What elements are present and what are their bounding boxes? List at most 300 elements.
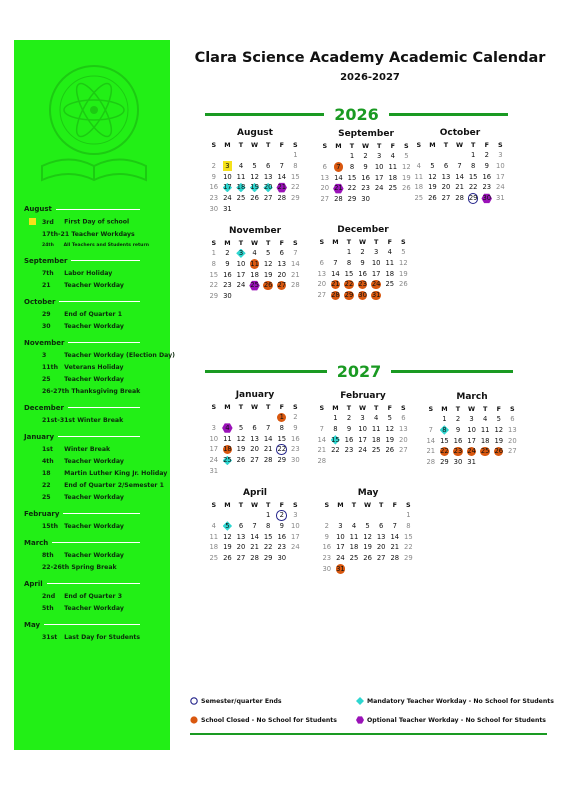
weekday-label: F [279, 239, 284, 247]
day-cell: 27 [275, 280, 289, 291]
day-cell: 25 [385, 280, 395, 289]
day-cell: 19 [494, 436, 504, 445]
day-cell: 11 [236, 172, 246, 181]
day-cell: 21 [250, 543, 259, 552]
month-name: September [338, 129, 394, 139]
event-date: 3 [42, 351, 47, 359]
weekday-label: S [324, 501, 330, 509]
first-day-marker-icon [29, 218, 36, 225]
weekday-label: T [351, 501, 357, 509]
legend-label: Mandatory Teacher Workday - No School for Students [367, 697, 554, 705]
day-cell: 1 [349, 152, 355, 160]
event-date: 5th [42, 604, 54, 612]
day-cell: 29 [347, 195, 357, 204]
day-cell: 24 [465, 446, 479, 457]
event-date: 25 [42, 375, 51, 383]
day-cell: 22 [438, 446, 452, 457]
weekday-label: W [359, 238, 367, 246]
day-cell: 14 [390, 532, 400, 541]
day-cell: 19 [248, 182, 262, 193]
day-cell: 23 [356, 279, 370, 290]
day-cell: 12 [263, 259, 273, 268]
day-cell: 29 [209, 292, 219, 301]
day-cell: 23 [361, 184, 370, 193]
legend-closed [190, 716, 337, 724]
day-cell: 20 [236, 543, 246, 552]
event-date: 8th [42, 551, 54, 559]
day-cell: 17 [221, 182, 235, 193]
day-cell: 6 [252, 423, 257, 432]
day-cell: 4 [252, 249, 257, 257]
weekday-label: M [441, 405, 448, 413]
month-name: January [235, 390, 275, 400]
legend-label: Semester/quarter Ends [201, 697, 282, 705]
day-cell: 20 [441, 183, 451, 192]
event-date: 24th [42, 242, 54, 248]
sidebar-event [24, 376, 170, 383]
day-grid [207, 150, 303, 215]
day-cell: 2 [324, 521, 329, 530]
weekday-label: S [293, 141, 298, 149]
day-cell: 4 [390, 152, 395, 160]
event-date: 21st-31st [42, 416, 76, 424]
day-cell: 29 [342, 290, 356, 301]
day-cell: 7 [279, 161, 284, 170]
day-cell: 26 [399, 280, 408, 289]
empty-cell [207, 510, 221, 521]
day-cell: 15 [404, 532, 413, 541]
event-date: 15th [42, 522, 58, 530]
day-cell: 19 [402, 173, 411, 182]
day-cell: 28 [334, 195, 343, 204]
day-cell: 20 [399, 435, 408, 444]
day-cell: 1 [266, 511, 271, 519]
day-cell: 31 [467, 458, 476, 467]
hexagon-icon [356, 716, 364, 724]
day-cell: 30 [453, 458, 463, 467]
legend-mandatory [356, 697, 554, 705]
empty-cell [318, 151, 332, 162]
day-cell: 6 [238, 521, 244, 530]
day-cell: 10 [358, 424, 367, 433]
day-cell: 9 [363, 162, 368, 171]
day-cell: 30 [480, 193, 494, 204]
day-cell: 20 [317, 280, 327, 289]
month-heading-label: February [24, 509, 60, 518]
day-cell: 18 [385, 269, 395, 278]
day-cell: 15 [291, 172, 300, 181]
event-text: Teacher Workday [64, 604, 124, 612]
day-cell: 25 [478, 446, 492, 457]
day-grid [320, 510, 416, 575]
day-cell: 9 [211, 172, 216, 181]
event-text: End of Quarter 1 [64, 310, 123, 318]
day-cell: 21 [426, 447, 436, 456]
day-cell: 18 [221, 444, 235, 455]
weekday-label: T [265, 239, 271, 247]
day-cell: 13 [508, 425, 517, 434]
day-grid [412, 150, 508, 204]
empty-cell [315, 413, 329, 424]
day-cell: 8 [293, 161, 298, 170]
day-cell: 28 [455, 194, 464, 203]
empty-cell [424, 414, 438, 425]
day-cell: 2 [360, 248, 365, 256]
day-cell: 23 [451, 446, 465, 457]
day-cell: 18 [250, 270, 259, 279]
event-date: 25 [42, 493, 51, 501]
sidebar-event [24, 523, 170, 530]
events-list [24, 196, 175, 641]
year-banner-2026 [205, 104, 508, 124]
weekday-label: S [319, 238, 325, 246]
sidebar-event [24, 446, 170, 453]
empty-cell [234, 510, 248, 521]
weekday-label: S [416, 141, 422, 149]
weekday-label: F [484, 141, 489, 149]
weekday-label: T [346, 404, 352, 412]
event-text: Labor Holiday [64, 269, 113, 277]
day-cell: 14 [291, 259, 300, 268]
day-cell: 25 [221, 455, 235, 466]
event-text: Teacher Workday [64, 322, 124, 330]
day-cell: 8 [346, 258, 352, 267]
day-cell: 5 [401, 248, 406, 256]
empty-cell [374, 510, 388, 521]
weekday-label: T [238, 403, 244, 411]
day-cell: 28 [250, 554, 259, 563]
day-cell: 23 [322, 554, 332, 563]
day-cell: 11 [385, 258, 395, 267]
sidebar-event [24, 323, 170, 330]
day-cell: 28 [317, 457, 327, 466]
legend-semester [190, 697, 282, 705]
day-cell: 14 [426, 436, 436, 445]
weekday-label: M [224, 501, 231, 509]
day-cell: 15 [329, 435, 343, 446]
day-cell: 18 [371, 435, 381, 444]
day-grid [207, 248, 303, 302]
sidebar-event [24, 231, 170, 238]
day-cell: 15 [440, 436, 449, 445]
weekday-label: T [373, 238, 379, 246]
day-cell: 5 [221, 521, 235, 532]
sidebar-event [24, 482, 170, 489]
weekday-label: W [364, 501, 372, 509]
sidebar-event [24, 218, 170, 226]
weekday-label: W [251, 403, 259, 411]
weekday-label: F [279, 501, 284, 509]
day-cell: 23 [223, 281, 232, 290]
empty-cell [261, 150, 275, 161]
day-cell: 22 [275, 444, 289, 455]
day-cell: 3 [498, 151, 503, 159]
day-cell: 1 [346, 248, 352, 256]
day-cell: 30 [209, 204, 219, 213]
day-cell: 10 [291, 521, 300, 530]
day-cell: 21 [263, 445, 273, 454]
day-cell: 14 [331, 269, 340, 278]
day-cell: 20 [376, 543, 386, 552]
month-heading-label: December [24, 403, 64, 412]
day-cell: 14 [317, 435, 327, 444]
weekday-label: S [293, 501, 298, 509]
sidebar-month-heading [24, 257, 170, 265]
day-cell: 8 [279, 423, 284, 432]
day-cell: 2 [363, 152, 368, 160]
sidebar-event [24, 417, 170, 424]
day-cell: 17 [236, 270, 246, 279]
day-cell: 4 [351, 521, 357, 530]
legend-label: School Closed - No School for Students [201, 716, 337, 724]
day-cell: 25 [209, 554, 219, 563]
weekday-label: W [359, 404, 367, 412]
day-cell: 24 [223, 194, 232, 203]
day-cell: 28 [291, 281, 300, 290]
day-cell: 24 [236, 281, 246, 290]
circle-outline-icon [190, 697, 198, 705]
year-label: 2027 [336, 361, 382, 381]
weekday-label: T [238, 239, 244, 247]
day-cell: 19 [363, 543, 372, 552]
day-cell: 2 [346, 414, 352, 422]
day-cell: 10 [496, 161, 505, 170]
day-cell: 9 [225, 259, 230, 268]
day-cell: 30 [322, 564, 332, 573]
day-cell: 30 [223, 292, 232, 301]
day-cell: 8 [471, 161, 476, 170]
weekday-label: S [406, 501, 411, 509]
day-cell: 11 [414, 172, 424, 181]
empty-cell [320, 510, 334, 521]
day-cell: 7 [293, 249, 298, 257]
month-heading-label: May [24, 620, 41, 629]
day-cell: 17 [291, 532, 300, 541]
weekday-header [207, 238, 303, 248]
day-cell: 26 [250, 194, 259, 203]
weekday-label: T [265, 403, 271, 411]
day-cell: 16 [322, 543, 332, 552]
weekday-label: T [376, 142, 382, 150]
day-cell: 3 [377, 152, 382, 160]
day-cell: 10 [223, 172, 232, 181]
weekday-label: S [401, 238, 406, 246]
weekday-header [412, 140, 508, 150]
weekday-label: F [392, 501, 397, 509]
sidebar-event [24, 564, 170, 571]
empty-cell [221, 412, 235, 423]
empty-cell [412, 150, 426, 161]
day-cell: 17 [358, 435, 367, 444]
day-cell: 5 [252, 161, 257, 170]
day-cell: 20 [261, 182, 275, 193]
event-date: 22-26th [42, 563, 70, 571]
day-cell: 11 [209, 532, 219, 541]
day-cell: 11 [248, 259, 262, 270]
day-cell: 11 [223, 434, 232, 443]
event-text: First Day of school [64, 218, 130, 226]
day-cell: 30 [291, 456, 300, 465]
day-cell: 6 [319, 258, 324, 267]
day-cell: 17 [371, 269, 381, 278]
day-cell: 13 [399, 424, 408, 433]
day-cell: 18 [209, 543, 219, 552]
day-cell: 24 [336, 554, 345, 563]
weekday-label: W [251, 239, 259, 247]
day-cell: 17 [336, 543, 345, 552]
empty-cell [234, 412, 248, 423]
weekday-label: W [362, 142, 370, 150]
day-cell: 9 [293, 423, 298, 432]
weekday-label: W [456, 141, 464, 149]
month-calendar-december [315, 225, 411, 301]
day-cell: 1 [275, 412, 289, 423]
event-date: 29 [42, 310, 51, 318]
weekday-label: T [238, 501, 244, 509]
day-cell: 15 [263, 532, 273, 541]
day-cell: 15 [277, 434, 287, 443]
weekday-label: S [211, 403, 217, 411]
weekday-header [207, 402, 303, 412]
day-cell: 8 [211, 259, 216, 268]
day-cell: 3 [374, 248, 379, 256]
weekday-label: M [224, 403, 231, 411]
month-name: April [242, 488, 268, 498]
event-text: Last Day for Students [64, 633, 141, 641]
weekday-label: W [251, 501, 259, 509]
day-cell: 8 [266, 521, 271, 530]
weekday-label: T [470, 141, 476, 149]
day-cell: 13 [320, 173, 330, 182]
day-cell: 13 [236, 532, 246, 541]
month-name: December [337, 225, 389, 235]
day-cell: 7 [392, 521, 397, 530]
day-cell: 27 [320, 195, 330, 204]
weekday-label: S [293, 239, 298, 247]
day-cell: 21 [390, 543, 400, 552]
day-cell: 29 [440, 458, 449, 467]
day-cell: 19 [236, 445, 246, 454]
day-cell: 7 [428, 425, 433, 434]
day-cell: 12 [402, 162, 411, 171]
day-cell: 29 [263, 554, 273, 563]
day-cell: 15 [344, 269, 354, 278]
day-cell: 14 [277, 172, 287, 181]
legend-optional [356, 716, 546, 724]
day-cell: 10 [374, 162, 384, 171]
day-cell: 3 [211, 423, 216, 432]
day-cell: 12 [399, 258, 408, 267]
day-cell: 7 [332, 162, 346, 173]
page-title: Clara Science Academy Academic Calendar [194, 50, 546, 66]
weekday-label: S [319, 404, 325, 412]
event-date: 30 [42, 322, 51, 330]
day-cell: 12 [428, 172, 437, 181]
weekday-header [207, 140, 303, 150]
sidebar-event [24, 243, 170, 248]
day-cell: 5 [387, 414, 392, 422]
weekday-label: S [211, 501, 217, 509]
day-cell: 12 [494, 425, 504, 434]
month-heading-label: January [24, 432, 55, 441]
day-cell: 13 [441, 172, 451, 181]
day-cell: 17 [467, 436, 476, 445]
event-date: 7th [42, 269, 54, 277]
event-text: Teacher Workday [64, 281, 124, 289]
day-cell: 1 [293, 151, 298, 159]
day-grid [315, 413, 411, 467]
day-cell: 12 [223, 532, 232, 541]
day-cell: 17 [374, 173, 384, 182]
weekday-label: F [387, 238, 392, 246]
weekday-label: T [455, 405, 461, 413]
weekday-label: T [349, 142, 355, 150]
day-cell: 26 [363, 554, 372, 563]
day-cell: 22 [347, 184, 357, 193]
day-cell: 28 [426, 458, 436, 467]
day-cell: 22 [342, 279, 356, 290]
day-cell: 31 [334, 564, 348, 575]
day-cell: 20 [250, 445, 259, 454]
day-cell: 16 [277, 532, 287, 541]
month-name: February [340, 391, 386, 401]
weekday-label: S [401, 404, 406, 412]
day-cell: 29 [291, 194, 300, 203]
day-cell: 27 [236, 554, 246, 563]
day-cell: 4 [238, 161, 244, 170]
month-heading-label: October [24, 297, 56, 306]
month-heading-label: March [24, 538, 49, 547]
month-calendar-may [320, 488, 416, 575]
weekday-label: T [265, 501, 271, 509]
weekday-label: S [293, 403, 298, 411]
sidebar-event [24, 494, 170, 501]
day-cell: 24 [496, 183, 505, 192]
day-cell: 31 [223, 204, 232, 213]
day-cell: 31 [209, 466, 219, 475]
day-cell: 15 [209, 270, 219, 279]
day-grid [318, 151, 414, 205]
weekday-label: M [332, 238, 339, 246]
day-cell: 28 [390, 554, 400, 563]
day-cell: 27 [250, 456, 259, 465]
day-cell: 19 [428, 183, 437, 192]
event-date: 21 [42, 281, 51, 289]
weekday-label: T [443, 141, 449, 149]
sidebar [14, 40, 175, 750]
day-cell: 7 [266, 423, 271, 432]
day-cell: 3 [221, 161, 235, 172]
empty-cell [248, 510, 262, 521]
sidebar-month-heading [24, 433, 170, 441]
day-cell: 16 [291, 434, 300, 443]
day-cell: 9 [324, 532, 329, 541]
sidebar-event [24, 270, 170, 277]
sidebar-month-heading [24, 404, 170, 412]
day-cell: 23 [344, 446, 354, 455]
diamond-icon [356, 697, 364, 705]
day-cell: 20 [277, 270, 287, 279]
day-cell: 22 [404, 543, 413, 552]
empty-cell [453, 150, 467, 161]
day-cell: 4 [221, 423, 235, 434]
empty-cell [361, 510, 375, 521]
month-name: November [228, 226, 282, 236]
day-cell: 6 [279, 249, 284, 257]
sidebar-month-heading [24, 539, 170, 547]
day-cell: 25 [388, 184, 398, 193]
day-cell: 16 [453, 436, 463, 445]
